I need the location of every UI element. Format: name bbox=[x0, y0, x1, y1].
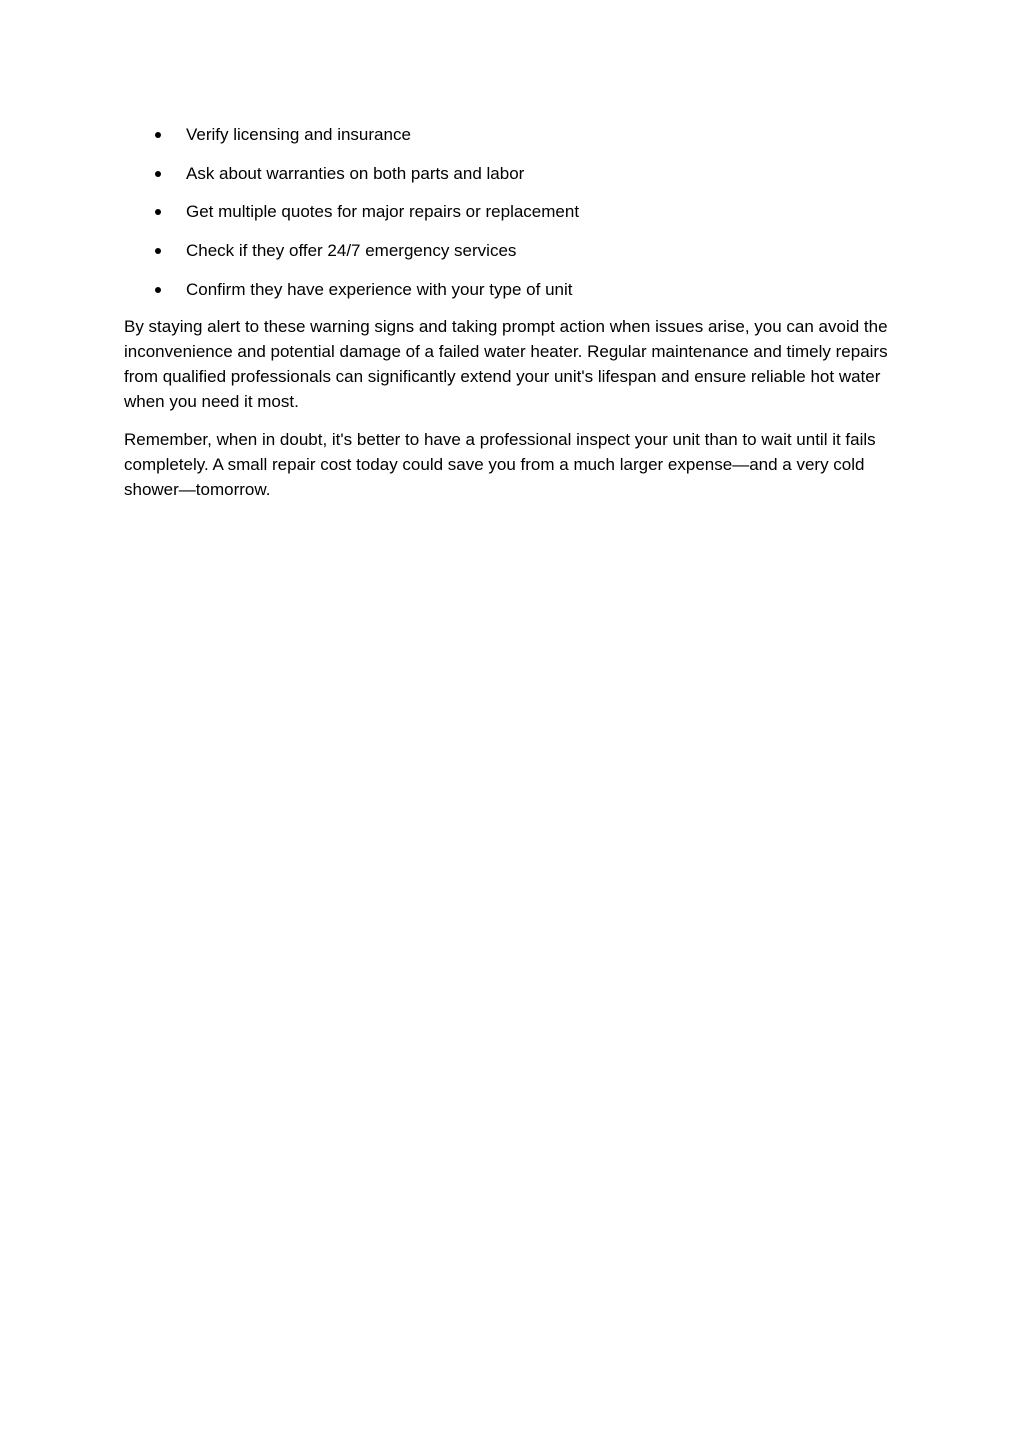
document-page bbox=[124, 121, 904, 515]
list-item-text: Ask about warranties on both parts and labor bbox=[186, 163, 525, 183]
list-item bbox=[124, 160, 904, 199]
bullet-icon bbox=[155, 171, 161, 177]
list-item-text: Check if they offer 24/7 emergency services bbox=[186, 241, 517, 261]
list-item bbox=[124, 237, 904, 276]
list-item-text: Get multiple quotes for major repairs or replacement bbox=[186, 202, 580, 222]
list-item-text: Confirm they have experience with your type of unit bbox=[186, 279, 573, 299]
list-item bbox=[124, 276, 904, 315]
bullet-list bbox=[124, 121, 904, 314]
list-item bbox=[124, 121, 904, 160]
bullet-icon bbox=[155, 132, 161, 138]
bullet-icon bbox=[155, 287, 161, 293]
bullet-icon bbox=[155, 248, 161, 254]
list-item bbox=[124, 198, 904, 237]
conclusion-paragraph: By staying alert to these warning signs and taking prompt action when issues arise, you can avoid the inconvenience and potential damage of a failed water heater. Regular maintenance and timely repairs from qualified professionals can significantly extend your unit's lifespan and ensure reliable hot water when you need it most. bbox=[124, 317, 888, 412]
closing-paragraph: Remember, when in doubt, it's better to have a professional inspect your unit than to wait until it fails completely. A small repair cost today could save you from a much larger expense—and a very cold shower—tomorrow. bbox=[124, 430, 876, 500]
bullet-icon bbox=[155, 209, 161, 215]
list-item-text: Verify licensing and insurance bbox=[186, 125, 411, 144]
